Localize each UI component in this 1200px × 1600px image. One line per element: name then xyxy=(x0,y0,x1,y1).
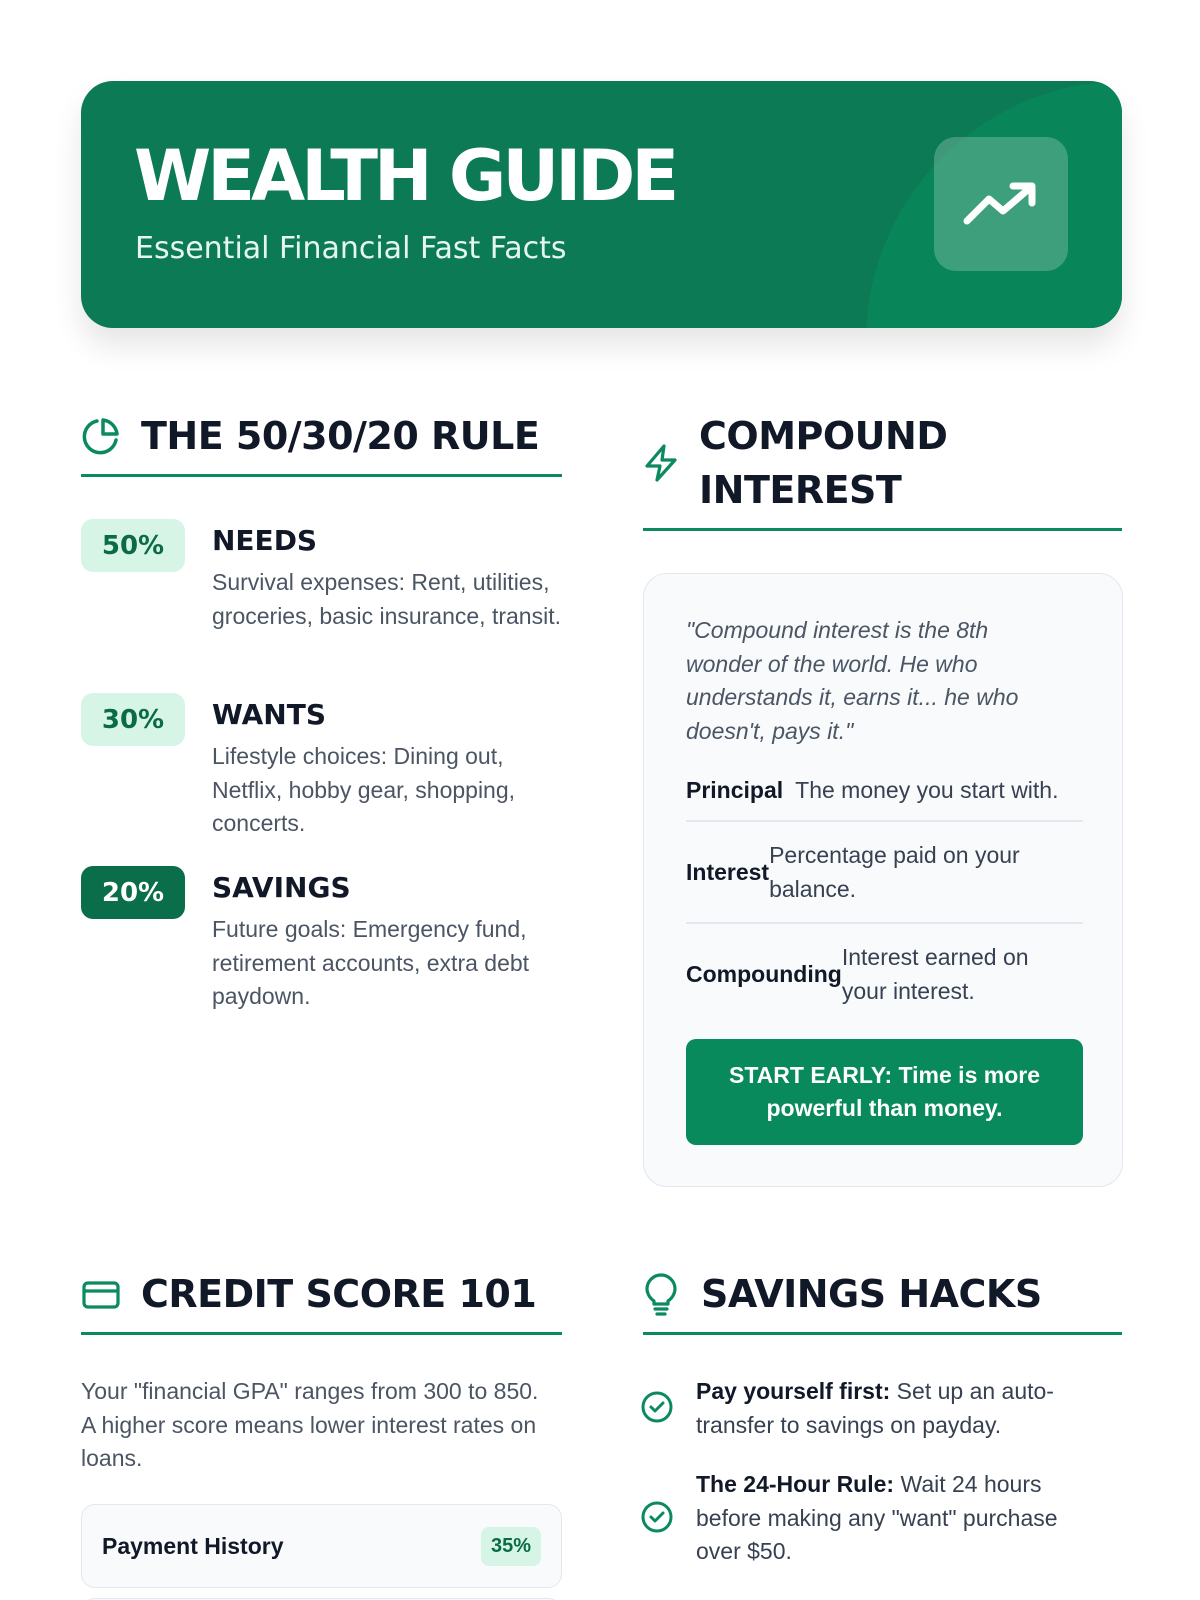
section-header-budget-rule xyxy=(81,409,539,463)
budget-item-title: SAVINGS xyxy=(212,871,351,904)
section-divider xyxy=(643,1332,1122,1335)
term-row xyxy=(686,774,1083,808)
term-label: Principal xyxy=(686,777,784,804)
section-title: CREDIT SCORE 101 xyxy=(141,1272,537,1316)
budget-item-description: Survival expenses: Rent, utilities, groceries, basic insurance, transit. xyxy=(212,569,561,629)
term-definition: Interest earned on your interest. xyxy=(841,944,1029,1004)
compound-interest-card xyxy=(643,573,1123,1187)
page-title: WEALTH GUIDE xyxy=(134,135,676,217)
percent-badge: 20% xyxy=(81,866,185,919)
term-row xyxy=(686,941,1083,1008)
pie-chart-icon xyxy=(81,416,121,456)
budget-item-description: Lifestyle choices: Dining out, Netflix, hobby gear, shopping, concerts. xyxy=(212,743,516,836)
section-divider xyxy=(81,1332,562,1335)
term-divider xyxy=(686,820,1083,822)
hack-description: Wait 24 hours before making any "want" purchase over $50. xyxy=(696,1471,1058,1564)
hack-description: Set up an auto-transfer to savings on payday. xyxy=(696,1378,1054,1438)
term-label: Compounding xyxy=(686,961,842,987)
credit-card-icon xyxy=(81,1278,121,1312)
savings-hack-text xyxy=(696,1468,1106,1569)
budget-item-title: WANTS xyxy=(212,698,326,731)
percent-badge: 30% xyxy=(81,693,185,746)
hack-title: The 24-Hour Rule: xyxy=(696,1471,895,1497)
trending-up-icon xyxy=(934,137,1068,271)
section-title: SAVINGS HACKS xyxy=(701,1272,1042,1316)
check-circle-icon xyxy=(640,1390,674,1424)
start-early-callout: START EARLY: Time is more powerful than money. xyxy=(686,1039,1083,1145)
factor-label: Payment History xyxy=(102,1532,284,1559)
lightbulb-icon xyxy=(643,1273,679,1317)
term-label: Interest xyxy=(686,859,770,885)
hack-title: Pay yourself first: xyxy=(696,1378,891,1404)
lightning-icon xyxy=(643,443,679,483)
term-divider xyxy=(686,922,1083,924)
savings-hack-text xyxy=(696,1375,1106,1442)
factor-percent-badge: 35% xyxy=(481,1527,541,1566)
section-header-compound-interest xyxy=(643,409,999,517)
section-divider xyxy=(643,528,1122,531)
section-divider xyxy=(81,474,562,477)
term-definition: The money you start with. xyxy=(795,777,1059,803)
percent-badge: 50% xyxy=(81,519,185,572)
section-title: COMPOUND INTEREST xyxy=(699,414,948,512)
section-header-credit-score xyxy=(81,1267,536,1321)
budget-item-description: Future goals: Emergency fund, retirement accounts, extra debt paydown. xyxy=(212,916,530,1009)
hero-banner xyxy=(81,81,1122,328)
quote-text: "Compound interest is the 8th wonder of the world. He who understands it, earns it... he who doesn't, pays it." xyxy=(686,617,1019,744)
credit-score-intro: Your "financial GPA" ranges from 300 to 850. A higher score means lower interest rates on loans. xyxy=(81,1378,539,1471)
page-subtitle: Essential Financial Fast Facts xyxy=(135,231,567,266)
section-title: THE 50/30/20 RULE xyxy=(141,414,540,458)
section-header-savings-hacks xyxy=(643,1267,1042,1321)
credit-factor-row xyxy=(81,1504,562,1588)
term-definition: Percentage paid on your balance. xyxy=(769,842,1020,902)
term-row xyxy=(686,839,1083,906)
check-circle-icon xyxy=(640,1500,674,1534)
budget-item-title: NEEDS xyxy=(212,524,318,557)
